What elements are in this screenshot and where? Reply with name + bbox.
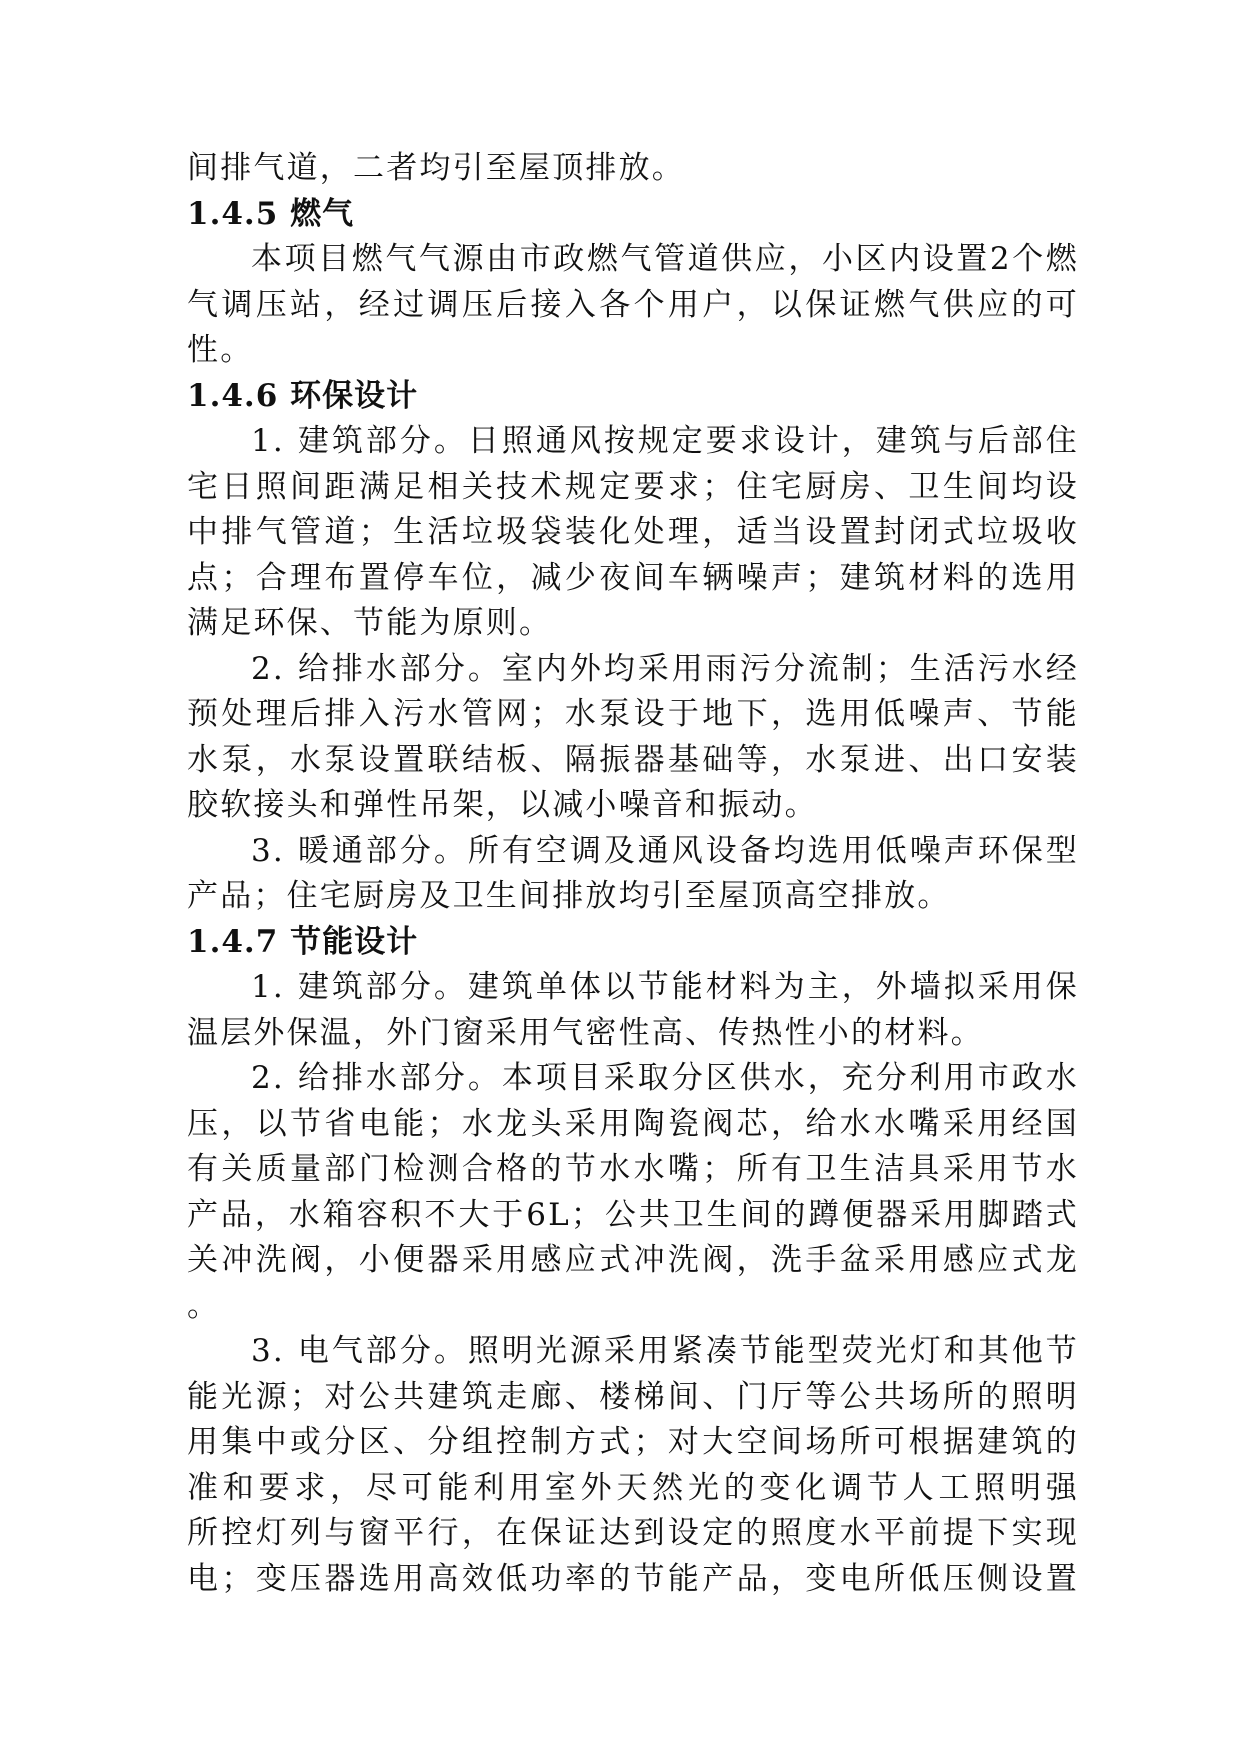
text-line: 本项目燃气气源由市政燃气管道供应，小区内设置2个燃	[251, 241, 1079, 277]
text-line: 满足环保、节能为原则。	[187, 605, 553, 641]
text-line: 3. 电气部分。照明光源采用紧凑节能型荧光灯和其他节	[251, 1333, 1079, 1369]
text-line: 3. 暖通部分。所有空调及通风设备均选用低噪声环保型	[251, 832, 1079, 869]
text-line: 性。	[187, 332, 254, 368]
text-line: 2. 给排水部分。本项目采取分区供水，充分利用市政水	[251, 1060, 1079, 1096]
text-line: 产品，水箱容积不大于6L；公共卫生间的蹲便器采用脚踏式	[187, 1196, 1079, 1233]
text-line: 中排气管道；生活垃圾袋装化处理，适当设置封闭式垃圾收	[187, 514, 1079, 550]
text-line: 水泵，水泵设置联结板、隔振器基础等，水泵进、出口安装	[187, 741, 1079, 778]
text-line: 压，以节省电能；水龙头采用陶瓷阀芯，给水水嘴采用经国	[187, 1105, 1079, 1142]
section-heading-gas: 1.4.5 燃气	[187, 195, 355, 232]
text-line: 宅日照间距满足相关技术规定要求；住宅厨房、卫生间均设	[187, 468, 1079, 505]
document-body	[187, 146, 1079, 1602]
text-line: 温层外保温，外门窗采用气密性高、传热性小的材料。	[187, 1014, 984, 1051]
text-line: 1. 建筑部分。建筑单体以节能材料为主，外墙拟采用保	[251, 969, 1079, 1005]
text-line: 电；变压器选用高效低功率的节能产品，变电所低压侧设置	[187, 1560, 1079, 1597]
text-line: 准和要求，尽可能利用室外天然光的变化调节人工照明强	[187, 1469, 1079, 1506]
text-line: 有关质量部门检测合格的节水水嘴；所有卫生洁具采用节水	[187, 1151, 1079, 1187]
text-line: 预处理后排入污水管网；水泵设于地下，选用低噪声、节能	[187, 696, 1079, 732]
text-line: 点；合理布置停车位，减少夜间车辆噪声；建筑材料的选用	[187, 559, 1079, 596]
text-line: 能光源；对公共建筑走廊、楼梯间、门厅等公共场所的照明	[187, 1378, 1079, 1415]
section-heading-environmental: 1.4.6 环保设计	[187, 377, 419, 414]
text-line: 2. 给排水部分。室内外均采用雨污分流制；生活污水经	[251, 650, 1079, 687]
text-line: 。	[187, 1287, 221, 1324]
text-line: 1. 建筑部分。日照通风按规定要求设计，建筑与后部住	[251, 423, 1079, 459]
text-line: 产品；住宅厨房及卫生间排放均引至屋顶高空排放。	[187, 878, 951, 914]
text-line: 用集中或分区、分组控制方式；对大空间场所可根据建筑的	[187, 1424, 1079, 1460]
section-heading-energy: 1.4.7 节能设计	[187, 923, 419, 960]
text-line: 气调压站，经过调压后接入各个用户，以保证燃气供应的可	[187, 286, 1079, 323]
text-line: 胶软接头和弹性吊架，以减小噪音和振动。	[187, 787, 818, 823]
text-line: 关冲洗阀，小便器采用感应式冲洗阀，洗手盆采用感应式龙	[187, 1242, 1079, 1278]
text-line: 所控灯列与窗平行，在保证达到设定的照度水平前提下实现	[187, 1515, 1079, 1551]
text-line: 间排气道，二者均引至屋顶排放。	[187, 150, 685, 186]
